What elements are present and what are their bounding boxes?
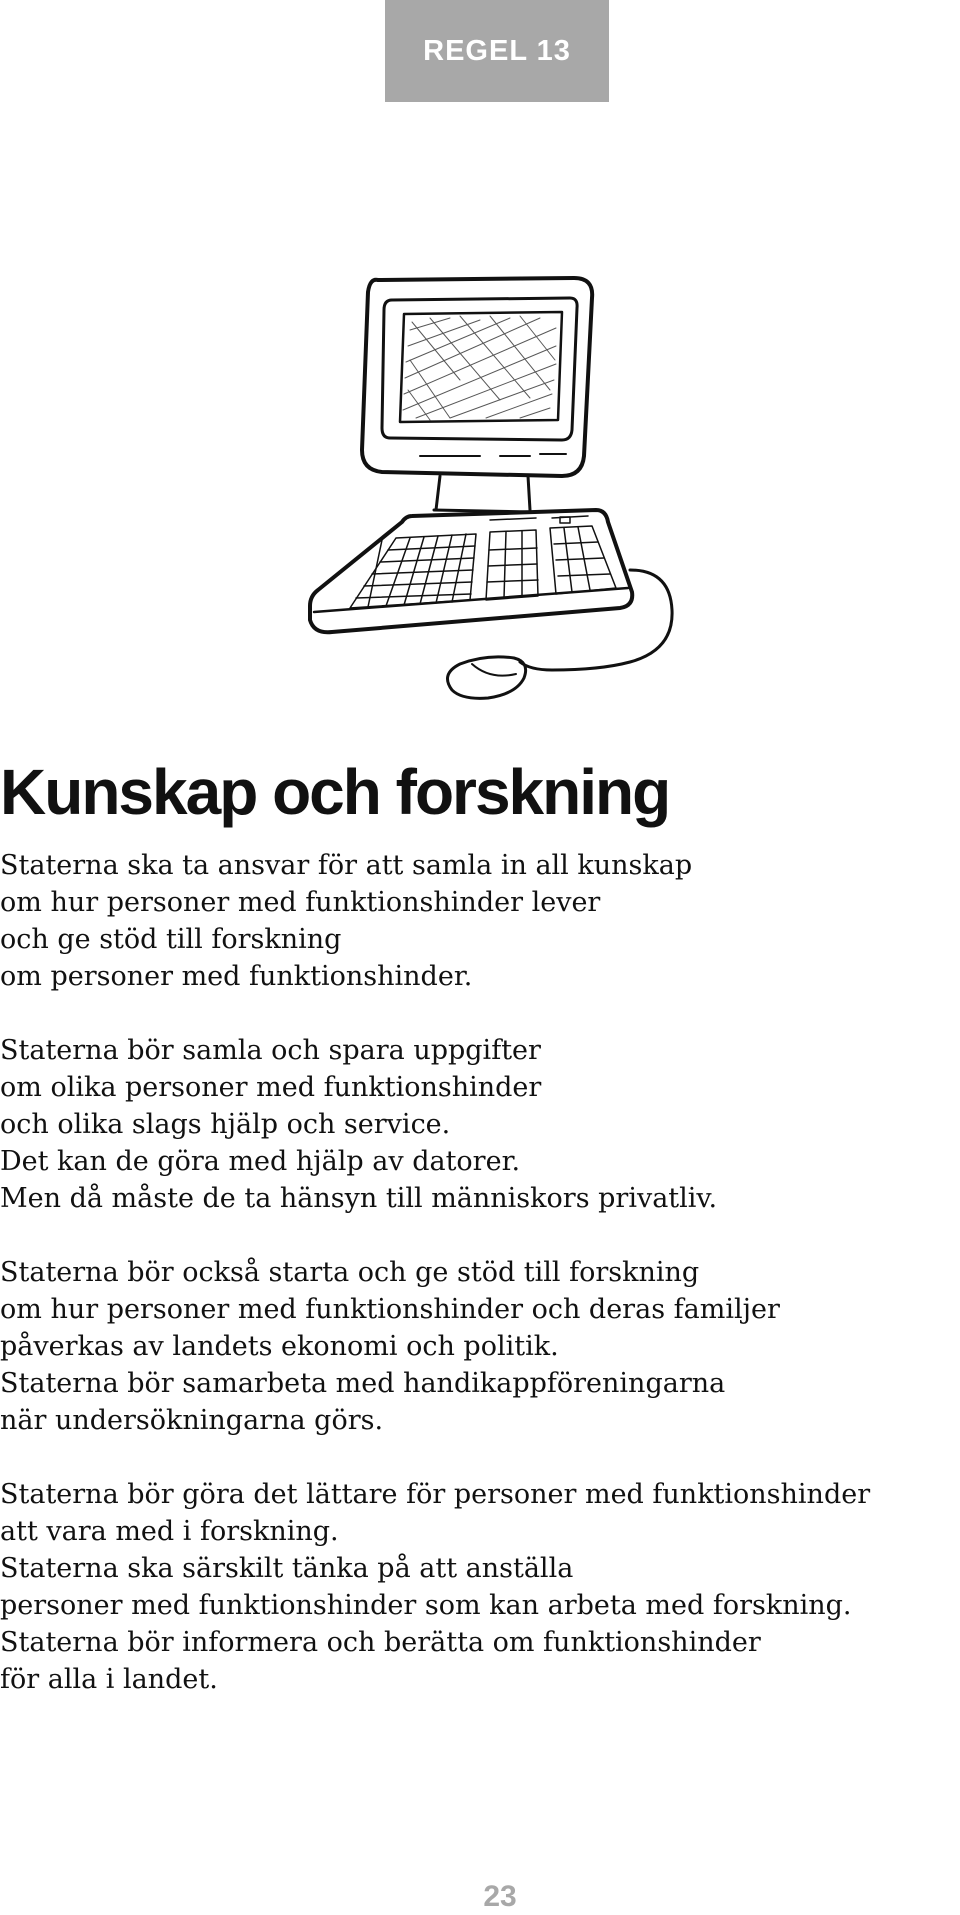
computer-icon [300, 270, 700, 700]
text-line: Det kan de göra med hjälp av datorer. [0, 1146, 521, 1177]
text-line: Staterna bör samla och spara uppgifter [0, 1035, 541, 1066]
rule-badge [385, 0, 609, 102]
text-line: Staterna ska ta ansvar för att samla in all kunskap [0, 850, 693, 881]
text-line: Men då måste de ta hänsyn till människors privatliv. [0, 1183, 718, 1214]
page-number: 23 [483, 1880, 517, 1913]
text-line: om personer med funktionshinder. [0, 961, 473, 992]
computer-illustration [300, 270, 700, 700]
text-line: och olika slags hjälp och service. [0, 1109, 451, 1140]
text-line: när undersökningarna görs. [0, 1405, 384, 1436]
paragraph-4 [0, 1476, 960, 1698]
text-line: Staterna ska särskilt tänka på att anställa [0, 1553, 574, 1584]
paragraph-1 [0, 847, 960, 995]
text-line: och ge stöd till forskning [0, 924, 342, 955]
text-line: Staterna bör samarbeta med handikappföreningarna [0, 1368, 726, 1399]
body-text [0, 847, 960, 1735]
text-line: Staterna bör göra det lättare för personer med funktionshinder [0, 1479, 871, 1510]
rule-label: REGEL 13 [423, 34, 571, 67]
text-line: om hur personer med funktionshinder och deras familjer [0, 1294, 780, 1325]
text-line: att vara med i forskning. [0, 1516, 339, 1547]
page-title: Kunskap och forskning [0, 756, 670, 828]
paragraph-3 [0, 1254, 960, 1439]
text-line: påverkas av landets ekonomi och politik. [0, 1331, 559, 1362]
text-line: om olika personer med funktionshinder [0, 1072, 542, 1103]
text-line: för alla i landet. [0, 1664, 218, 1695]
text-line: Staterna bör informera och berätta om funktionshinder [0, 1627, 761, 1658]
paragraph-2 [0, 1032, 960, 1217]
text-line: personer med funktionshinder som kan arbeta med forskning. [0, 1590, 852, 1621]
text-line: Staterna bör också starta och ge stöd till forskning [0, 1257, 700, 1288]
text-line: om hur personer med funktionshinder lever [0, 887, 601, 918]
